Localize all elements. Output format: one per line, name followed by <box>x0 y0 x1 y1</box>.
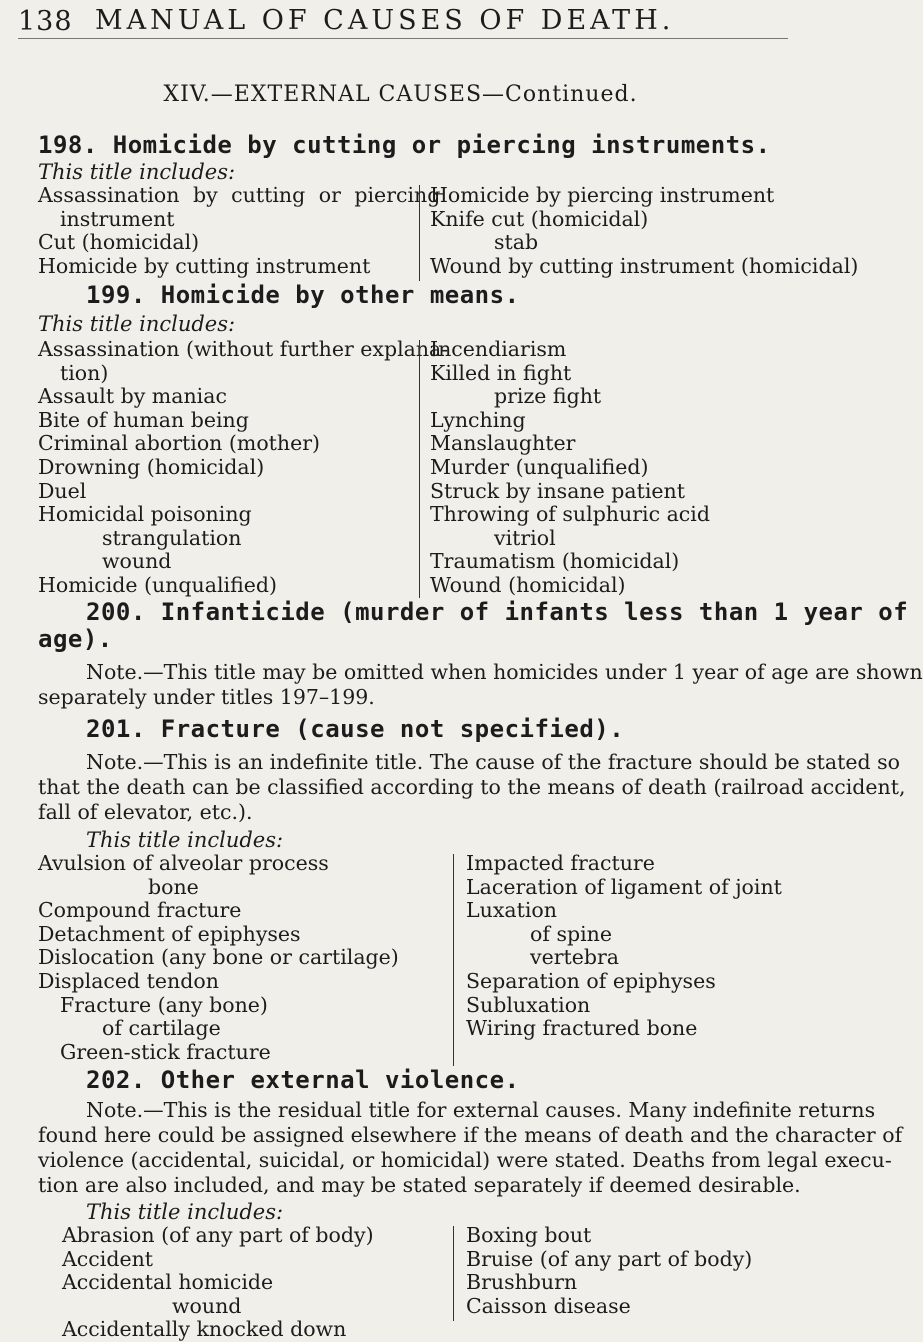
list-item: Detachment of epiphyses <box>38 921 301 946</box>
list-item: Assassination by cutting or piercing <box>38 183 441 207</box>
note-line: separately under titles 197–199. <box>38 685 375 709</box>
list-item: Wiring fractured bone <box>466 1016 698 1041</box>
header-rule <box>18 38 788 39</box>
note-line: found here could be assigned elsewhere if the means of death and the character of <box>38 1123 903 1147</box>
list-item: Struck by insane patient <box>430 478 685 503</box>
list-item: Cut (homicidal) <box>38 230 200 255</box>
note-201 <box>38 750 906 825</box>
left-column-198 <box>38 183 441 278</box>
list-item: vitriol <box>494 525 556 550</box>
section-title-201: 201. Fracture (cause not specified). <box>86 715 625 743</box>
list-item: Caisson disease <box>466 1293 631 1318</box>
note-200 <box>38 660 923 710</box>
list-item: Wound (homicidal) <box>430 572 626 597</box>
list-item: Subluxation <box>466 992 591 1017</box>
list-item: bone <box>148 874 199 899</box>
section-title-200-cont: age). <box>38 625 113 653</box>
note-line: Note.—This title may be omitted when homicides under 1 year of age are shown <box>86 660 923 684</box>
list-item: Fracture (any bone) <box>60 992 268 1017</box>
list-item: Manslaughter <box>430 431 576 456</box>
list-item: Laceration of ligament of joint <box>466 874 782 899</box>
right-column-199 <box>430 338 790 598</box>
list-item: vertebra <box>530 945 620 970</box>
list-item: Separation of epiphyses <box>466 968 716 993</box>
list-item: stab <box>494 230 539 255</box>
left-column-201 <box>38 852 428 1064</box>
column-divider <box>453 1226 454 1321</box>
list-item: Compound fracture <box>38 898 242 923</box>
note-line: fall of elevator, etc.). <box>38 800 253 824</box>
list-item: Green-stick fracture <box>60 1039 271 1064</box>
left-column-199 <box>38 337 449 598</box>
right-column-201 <box>466 852 796 1041</box>
list-item: Traumatism (homicidal) <box>430 549 680 574</box>
list-item: wound <box>172 1293 242 1318</box>
includes-label-201: This title includes: <box>86 828 284 852</box>
right-column-198 <box>430 183 859 278</box>
note-line: tion are also included, and may be stated separately if deemed desirable. <box>38 1173 801 1197</box>
list-item: Homicidal poisoning <box>38 502 252 527</box>
includes-label-202: This title includes: <box>86 1200 284 1224</box>
page-header <box>0 0 801 40</box>
section-title-198: 198. Homicide by cutting or piercing instruments. <box>38 131 771 159</box>
chapter-heading: XIV.—EXTERNAL CAUSES—Continued. <box>163 82 638 107</box>
list-item: of spine <box>530 921 612 946</box>
list-item: tion) <box>60 360 109 385</box>
page-number: 138 <box>18 6 73 37</box>
list-item: of cartilage <box>102 1016 221 1041</box>
section-title-202: 202. Other external violence. <box>86 1066 520 1094</box>
list-item: Killed in fight <box>430 360 572 385</box>
list-item: Displaced tendon <box>38 968 219 993</box>
list-item: Bruise (of any part of body) <box>466 1246 753 1271</box>
list-item: Drowning (homicidal) <box>38 454 265 479</box>
list-item: Accidentally knocked down <box>62 1317 347 1342</box>
list-item: Assault by maniac <box>38 384 227 409</box>
list-item: Impacted fracture <box>466 851 655 875</box>
running-title: MANUAL OF CAUSES OF DEATH. <box>95 5 675 36</box>
column-divider <box>453 854 454 1066</box>
includes-label-198: This title includes: <box>38 160 236 184</box>
list-item: Incendiarism <box>430 337 567 361</box>
list-item: Assassination (without further explana- <box>38 337 449 361</box>
list-item: Accident <box>62 1246 154 1271</box>
list-item: prize fight <box>494 384 602 409</box>
list-item: Luxation <box>466 898 557 923</box>
list-item: Duel <box>38 478 87 503</box>
list-item: Homicide by cutting instrument <box>38 253 371 278</box>
note-202 <box>38 1098 903 1198</box>
list-item: Wound by cutting instrument (homicidal) <box>430 253 859 278</box>
list-item: Homicide by piercing instrument <box>430 183 775 207</box>
list-item: strangulation <box>102 525 242 550</box>
list-item: Brushburn <box>466 1270 578 1295</box>
list-item: Accidental homicide <box>62 1270 274 1295</box>
section-title-200: 200. Infanticide (murder of infants less than 1 year of <box>86 598 909 626</box>
right-column-202 <box>466 1224 796 1318</box>
note-line: violence (accidental, suicidal, or homicidal) were stated. Deaths from legal execu- <box>38 1148 892 1172</box>
list-item: Bite of human being <box>38 407 249 432</box>
list-item: Dislocation (any bone or cartilage) <box>38 945 399 970</box>
column-divider <box>419 185 420 281</box>
list-item: Throwing of sulphuric acid <box>430 502 710 527</box>
list-item: Boxing bout <box>466 1223 592 1247</box>
note-line: that the death can be classified according to the means of death (railroad accident, <box>38 775 906 799</box>
list-item: instrument <box>60 206 175 231</box>
list-item: Murder (unqualified) <box>430 454 649 479</box>
list-item: Lynching <box>430 407 526 432</box>
section-title-199: 199. Homicide by other means. <box>86 281 520 309</box>
list-item: wound <box>102 549 172 574</box>
list-item: Knife cut (homicidal) <box>430 206 649 231</box>
includes-label-199: This title includes: <box>38 312 236 336</box>
note-line: Note.—This is an indefinite title. The cause of the fracture should be stated so <box>86 750 900 774</box>
note-line: Note.—This is the residual title for external causes. Many indefinite returns <box>86 1098 876 1122</box>
list-item: Abrasion (of any part of body) <box>62 1223 374 1247</box>
left-column-202 <box>62 1224 432 1342</box>
list-item: Criminal abortion (mother) <box>38 431 321 456</box>
list-item: Avulsion of alveolar process <box>38 851 329 875</box>
column-divider <box>419 340 420 598</box>
list-item: Homicide (unqualified) <box>38 572 278 597</box>
